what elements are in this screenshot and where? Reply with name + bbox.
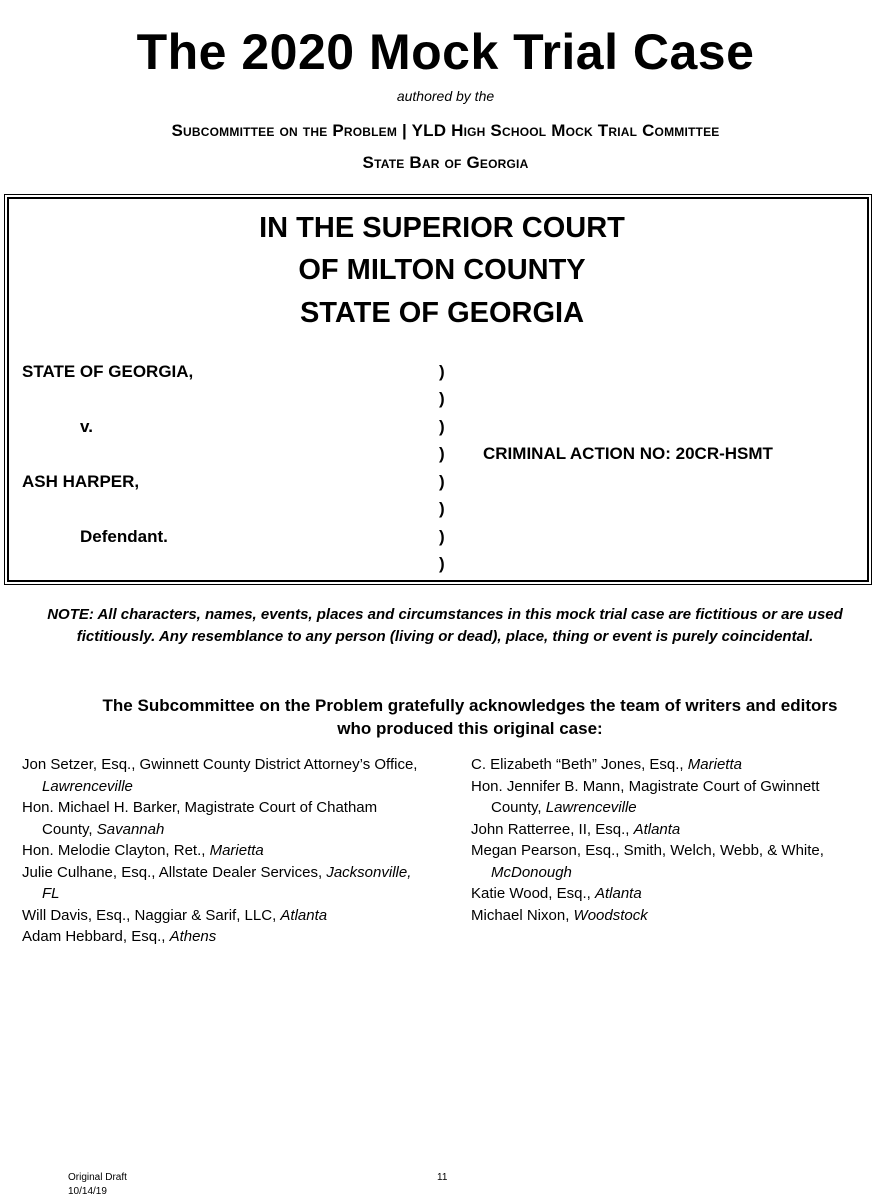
- credits-right-column: [471, 754, 871, 926]
- plaintiff-name: STATE OF GEORGIA,: [22, 362, 194, 381]
- authored-by: authored by the: [396, 88, 495, 104]
- state-bar-line: State Bar of Georgia: [362, 153, 529, 172]
- acknowledgement: The Subcommittee on the Problem gratefully acknowledges the team of writers and editors who produced this original case:: [102, 696, 838, 738]
- credit-item: Katie Wood, Esq., Atlanta: [471, 885, 642, 902]
- defendant-name: ASH HARPER,: [22, 472, 140, 491]
- document-title: The 2020 Mock Trial Case: [136, 24, 755, 80]
- caption-paren: ): [439, 389, 445, 408]
- credit-item: Julie Culhane, Esq., Allstate Dealer Services, Jacksonville, FL: [22, 863, 412, 902]
- credit-item: C. Elizabeth “Beth” Jones, Esq., Marietta: [471, 756, 742, 773]
- caption-paren: ): [439, 472, 445, 491]
- caption-paren: ): [439, 444, 445, 463]
- committee-line: Subcommittee on the Problem | YLD High School Mock Trial Committee: [171, 121, 720, 140]
- caption-paren: ): [439, 527, 445, 546]
- defendant-label: Defendant.: [80, 527, 168, 546]
- credit-item: Will Davis, Esq., Naggiar & Sarif, LLC, Atlanta: [22, 906, 328, 924]
- credit-item: Hon. Michael H. Barker, Magistrate Court of Chatham County, Savannah: [22, 799, 378, 838]
- caption-paren: ): [439, 362, 445, 381]
- credit-item: John Ratterree, II, Esq., Atlanta: [471, 820, 681, 838]
- criminal-action-number: CRIMINAL ACTION NO: 20CR-HSMT: [483, 444, 773, 463]
- credit-item: Michael Nixon, Woodstock: [471, 906, 648, 924]
- court-line-1: IN THE SUPERIOR COURT: [259, 212, 625, 244]
- caption-paren: ): [439, 554, 445, 573]
- credits-left-column: [22, 754, 422, 948]
- versus: v.: [80, 417, 93, 436]
- draft-label: Original Draft: [68, 1172, 127, 1183]
- credit-item: Hon. Jennifer B. Mann, Magistrate Court of Gwinnett County, Lawrenceville: [471, 777, 820, 816]
- court-line-3: STATE OF GEORGIA: [299, 297, 585, 329]
- credit-item: Jon Setzer, Esq., Gwinnett County District Attorney’s Office, Lawrenceville: [22, 756, 418, 795]
- credit-item: Adam Hebbard, Esq., Athens: [22, 928, 217, 945]
- court-line-2: OF MILTON COUNTY: [298, 254, 586, 286]
- caption-paren: ): [439, 499, 445, 518]
- credit-item: Megan Pearson, Esq., Smith, Welch, Webb, & White, McDonough: [471, 842, 824, 881]
- credit-item: Hon. Melodie Clayton, Ret., Marietta: [22, 842, 264, 859]
- fiction-disclaimer: NOTE: All characters, names, events, places and circumstances in this mock trial case are fictitious or are used fictitiously. Any resemblance to any person (living or dead), place, thing or event is purely coincidental.: [47, 606, 843, 645]
- page-number: 11: [437, 1172, 448, 1183]
- draft-date: 10/14/19: [68, 1186, 107, 1197]
- caption-paren: ): [439, 417, 445, 436]
